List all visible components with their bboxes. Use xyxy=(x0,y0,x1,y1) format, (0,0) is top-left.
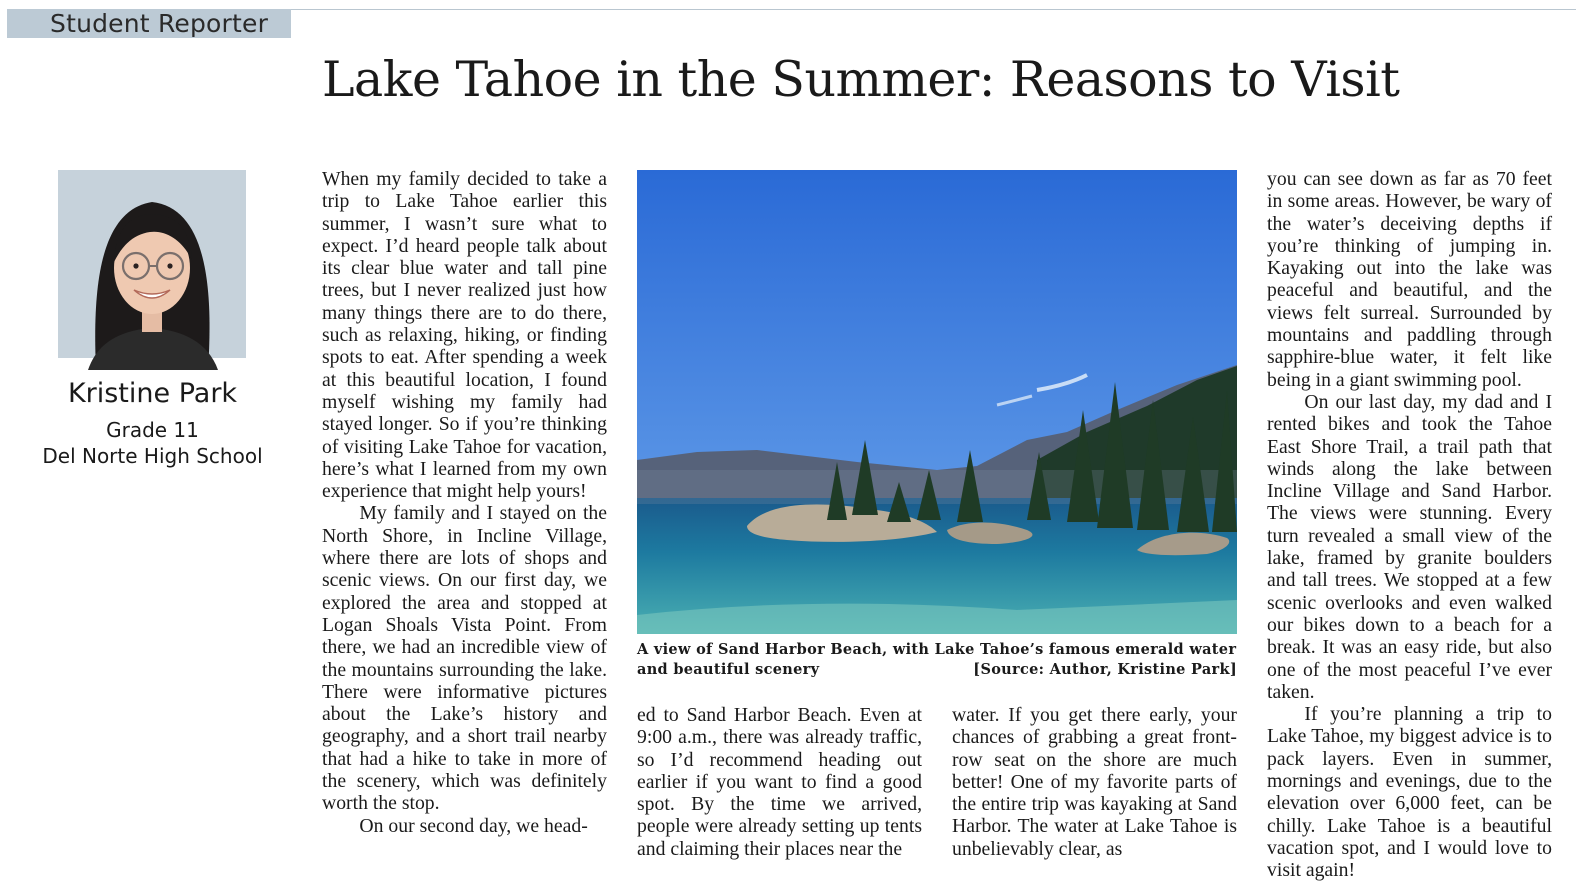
author-avatar xyxy=(58,170,246,358)
author-name: Kristine Park xyxy=(67,378,238,409)
article-paragraph: My family and I stayed on the North Shore, in Incline Village, where there are lots of shops and scenic views. On our first day, we explored the area and stopped at Logan Shoals Vista Point. From there, we had an incredible view of the mountains surrounding the lake. There were informative pictures about the Lake’s history and geography, and a short trail nearby that had a hike to take in more of the scenery, which was definitely worth the stop. xyxy=(322,502,607,815)
article-paragraph: ed to Sand Harbor Beach. Even at 9:00 a.m., there was already traffic, so I’d recommend heading out earlier if you want to find a good spot. By the time we arrived, people were already setting up tents and claiming their places near the xyxy=(637,704,922,860)
article-paragraph: you can see down as far as 70 feet in some areas. However, be wary of the water’s deceiving depths if you’re thinking of jumping in. Kayaking out into the lake was peaceful and beautiful, and the views felt surreal. Surrounded by mountains and paddling through sapphire-blue water, it felt like being in a giant swimming pool. xyxy=(1267,168,1552,391)
author-grade: Grade 11 xyxy=(106,418,199,442)
article-paragraph: If you’re planning a trip to Lake Tahoe, my biggest advice is to pack layers. Even in summer, mornings and evenings, due to the elevation over 6,000 feet, can be chilly. Lake Tahoe is a beautiful vacation spot, and I would love to visit again! xyxy=(1267,703,1552,882)
section-label: Student Reporter xyxy=(7,9,291,38)
article-paragraph: On our second day, we head- xyxy=(359,814,588,837)
article-paragraph: water. If you get there early, your chances of grabbing a great front-row seat on the shore are much better! One of my favorite parts of the entire trip was kayaking at Sand Harbor. The water at Lake Tahoe is unbelievably clear, as xyxy=(952,704,1237,860)
article-paragraph: When my family decided to take a trip to Lake Tahoe earlier this summer, I wasn’t sure what to expect. I’d heard people talk about its clear blue water and tall pine trees, but I never realized just how many things there are to do there, such as relaxing, hiking, or finding spots to eat. After spending a week at this beautiful location, I found myself wishing my family had stayed longer. So if you’re thinking of visiting Lake Tahoe for vacation, here’s what I learned from my own experience that might help yours! xyxy=(322,168,607,503)
author-school: Del Norte High School xyxy=(42,444,263,468)
article-photo xyxy=(637,170,1237,634)
caption-line-2: and beautiful scenery xyxy=(637,661,820,678)
photo-caption xyxy=(637,640,1237,680)
article-column-1 xyxy=(322,168,607,868)
article-column-2 xyxy=(637,704,922,870)
photo-source: [Source: Author, Kristine Park] xyxy=(973,661,1237,678)
article-column-3 xyxy=(952,704,1237,870)
article-paragraph: On our last day, my dad and I rented bikes and took the Tahoe East Shore Trail, a trail path that winds along the lake between Incline Village and Sand Harbor. The views were stunning. Every turn revealed a small view of the lake, framed by granite boulders and tall trees. We stopped at a few scenic overlooks and even walked our bikes down to a beach for a break. It was an easy ride, but also one of the most peaceful I’ve ever taken. xyxy=(1267,390,1552,703)
caption-line-1: A view of Sand Harbor Beach, with Lake Tahoe’s famous emerald water xyxy=(637,641,1237,658)
article-headline: Lake Tahoe in the Summer: Reasons to Visit xyxy=(322,51,1400,108)
header-rule xyxy=(291,9,1576,10)
article-column-4 xyxy=(1267,168,1552,882)
